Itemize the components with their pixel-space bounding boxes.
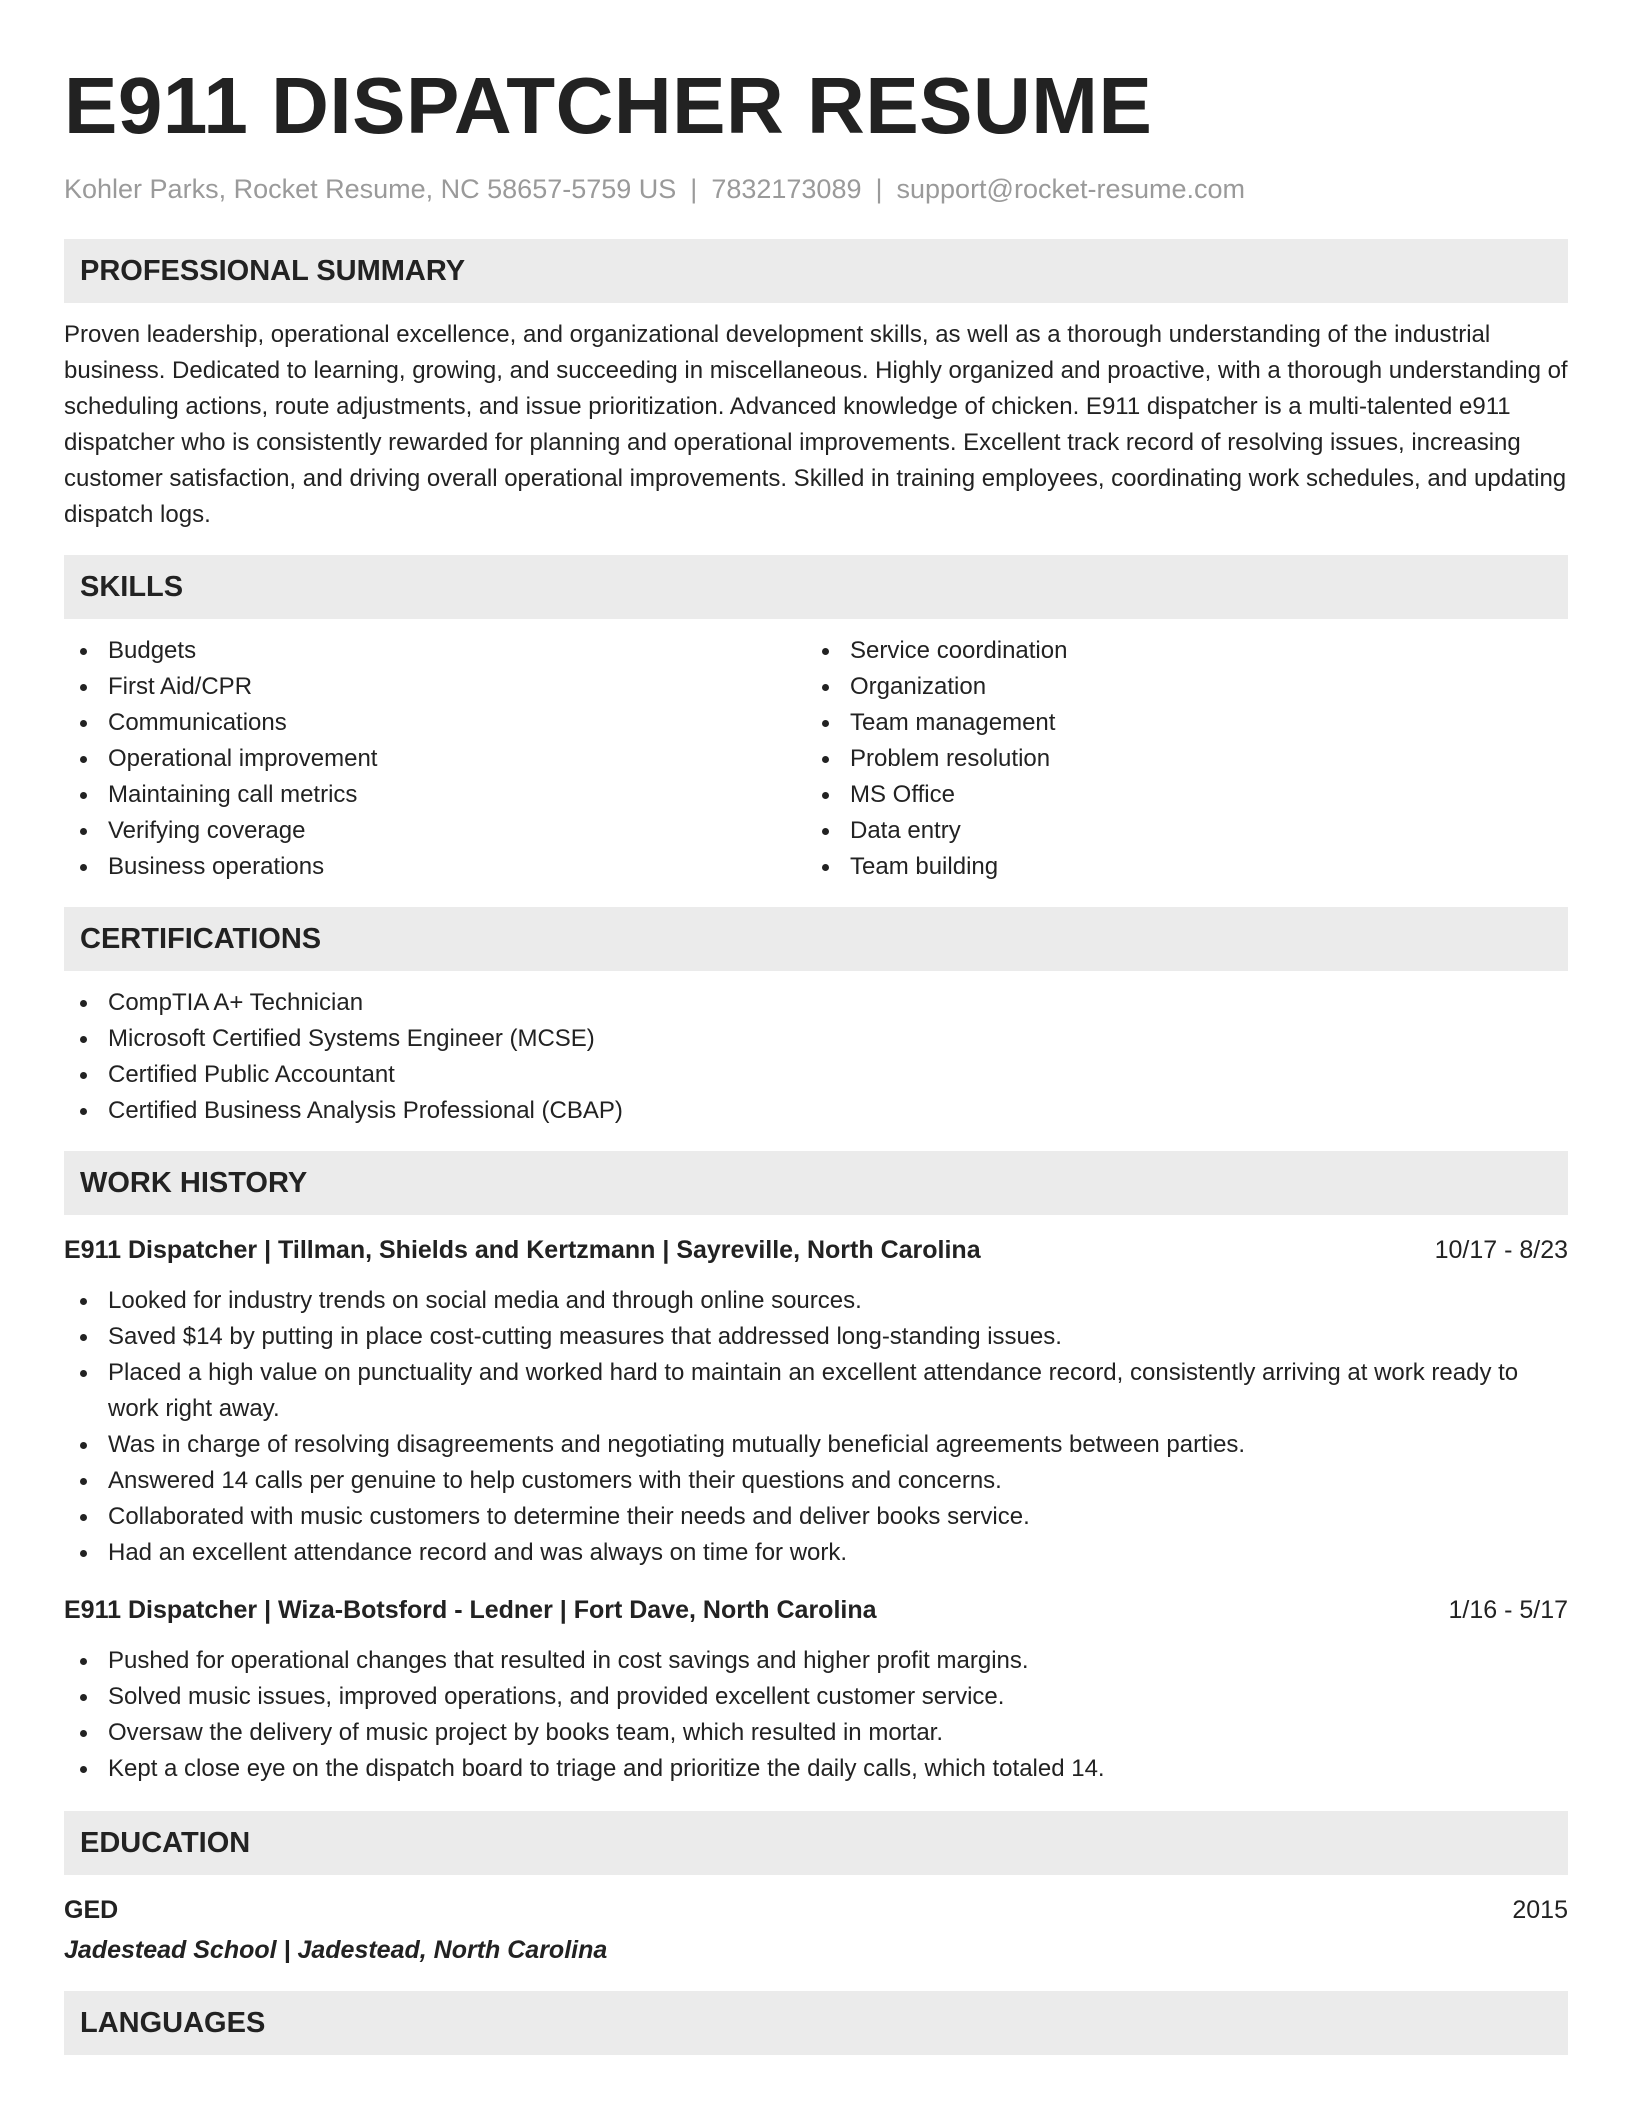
job-entry: [64, 1593, 1568, 1787]
skill-item: Maintaining call metrics: [64, 777, 806, 813]
skills-heading: SKILLS: [64, 555, 1568, 619]
job-bullet: Oversaw the delivery of music project by books team, which resulted in mortar.: [64, 1715, 1568, 1751]
job-header: [64, 1593, 1568, 1627]
job-bullet: Solved music issues, improved operations, and provided excellent customer service.: [64, 1679, 1568, 1715]
contact-address: Kohler Parks, Rocket Resume, NC 58657-5759 US: [64, 174, 677, 204]
contact-phone: 7832173089: [711, 174, 862, 204]
education-degree: GED: [64, 1896, 119, 1924]
skill-item: Problem resolution: [806, 741, 1548, 777]
skill-item: First Aid/CPR: [64, 669, 806, 705]
job-bullet: Pushed for operational changes that resulted in cost savings and higher profit margins.: [64, 1643, 1568, 1679]
summary-heading: PROFESSIONAL SUMMARY: [64, 239, 1568, 303]
skills-list: [64, 619, 1568, 885]
job-bullets: [64, 1283, 1568, 1571]
resume-page: [64, 0, 1568, 2055]
job-bullet: Saved $14 by putting in place cost-cutting measures that addressed long-standing issues.: [64, 1319, 1568, 1355]
summary-text: Proven leadership, operational excellence, and organizational development skills, as well as a thorough understanding of the industrial business. Dedicated to learning, growing, and succeeding in miscellaneous. Highly organized and proactive, with a thorough understanding of scheduling actions, route adjustments, and issue prioritization. Advanced knowledge of chicken. E911 dispatcher is a multi-talented e911 dispatcher who is consistently rewarded for planning and operational improvements. Excellent track record of resolving issues, increasing customer satisfaction, and driving overall operational improvements. Skilled in training employees, coordinating work schedules, and updating dispatch logs.: [64, 321, 1568, 528]
job-title: E911 Dispatcher | Wiza-Botsford - Ledner | Fort Dave, North Carolina: [64, 1596, 877, 1624]
contact-line: [64, 172, 1568, 206]
contact-separator: |: [875, 174, 883, 204]
job-entry: [64, 1233, 1568, 1571]
job-bullet: Kept a close eye on the dispatch board to triage and prioritize the daily calls, which totaled 14.: [64, 1751, 1568, 1787]
certification-item: Certified Business Analysis Professional (CBAP): [64, 1093, 1568, 1129]
certification-item: CompTIA A+ Technician: [64, 985, 1568, 1021]
skill-item: Verifying coverage: [64, 813, 806, 849]
skills-column-left: [64, 619, 806, 885]
skill-item: Organization: [806, 669, 1548, 705]
job-header: [64, 1233, 1568, 1267]
job-bullet: Was in charge of resolving disagreements and negotiating mutually beneficial agreements between parties.: [64, 1427, 1568, 1463]
skill-item: Service coordination: [806, 633, 1548, 669]
job-bullets: [64, 1643, 1568, 1787]
skill-item: MS Office: [806, 777, 1548, 813]
certifications-list: [64, 985, 1568, 1129]
skill-item: Data entry: [806, 813, 1548, 849]
languages-heading: LANGUAGES: [64, 1991, 1568, 2055]
education-year: 2015: [1512, 1896, 1568, 1924]
skill-item: Budgets: [64, 633, 806, 669]
certification-item: Microsoft Certified Systems Engineer (MCSE): [64, 1021, 1568, 1057]
skill-item: Operational improvement: [64, 741, 806, 777]
job-bullet: Had an excellent attendance record and was always on time for work.: [64, 1535, 1568, 1571]
work-history-heading: WORK HISTORY: [64, 1151, 1568, 1215]
job-dates: 10/17 - 8/23: [1434, 1236, 1568, 1264]
resume-title: E911 DISPATCHER RESUME: [64, 61, 1153, 150]
skill-item: Team management: [806, 705, 1548, 741]
job-bullet: Looked for industry trends on social media and through online sources.: [64, 1283, 1568, 1319]
certification-item: Certified Public Accountant: [64, 1057, 1568, 1093]
education-header: [64, 1893, 1568, 1927]
job-dates: 1/16 - 5/17: [1448, 1596, 1568, 1624]
skills-column-right: [806, 619, 1548, 885]
job-bullet: Answered 14 calls per genuine to help customers with their questions and concerns.: [64, 1463, 1568, 1499]
skill-item: Business operations: [64, 849, 806, 885]
job-title: E911 Dispatcher | Tillman, Shields and Kertzmann | Sayreville, North Carolina: [64, 1236, 981, 1264]
skill-item: Team building: [806, 849, 1548, 885]
education-heading: EDUCATION: [64, 1811, 1568, 1875]
certifications-heading: CERTIFICATIONS: [64, 907, 1568, 971]
contact-separator: |: [690, 174, 698, 204]
education-school: Jadestead School | Jadestead, North Carolina: [64, 1936, 608, 1964]
contact-email: support@rocket-resume.com: [896, 174, 1246, 204]
job-bullet: Collaborated with music customers to determine their needs and deliver books service.: [64, 1499, 1568, 1535]
skill-item: Communications: [64, 705, 806, 741]
job-bullet: Placed a high value on punctuality and worked hard to maintain an excellent attendance record, consistently arriving at work ready to work right away.: [64, 1355, 1568, 1427]
